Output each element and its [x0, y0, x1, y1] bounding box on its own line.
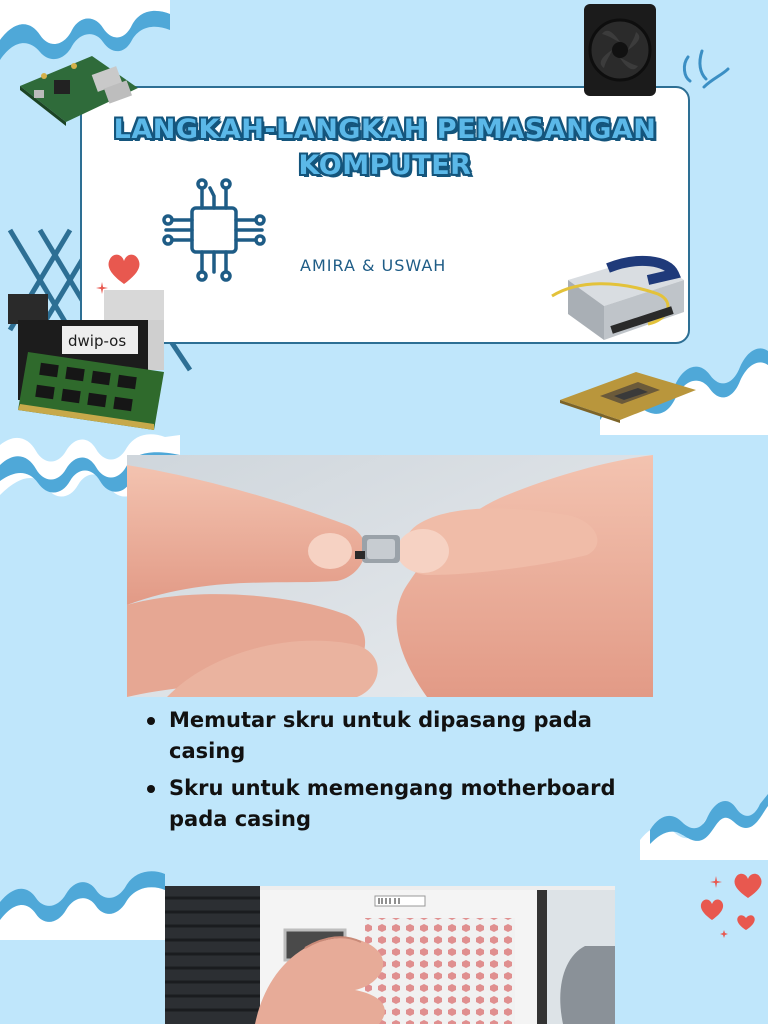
optical-drive-image: [548, 250, 688, 345]
ram-label: dwip-os: [68, 332, 127, 350]
chip-icon: [152, 174, 276, 286]
list-item: Skru untuk memengang motherboard pada casing: [145, 773, 645, 835]
cooling-fan-image: [582, 0, 658, 98]
cpu-image: [556, 366, 700, 424]
steps-list: [145, 705, 645, 841]
hearts-cluster-icon: [696, 868, 766, 938]
authors-label: AMIRA & USWAH: [300, 256, 447, 275]
photo-pc-case: [165, 886, 615, 1024]
heart-icon: [106, 252, 142, 286]
list-item: Memutar skru untuk dipasang pada casing: [145, 705, 645, 767]
computer-case-image: [4, 290, 174, 430]
pc-case-photo: [165, 886, 615, 1024]
wave-right-low: [640, 770, 768, 860]
photo-screwing-hands: [127, 455, 653, 697]
title-line-2: KOMPUTER: [298, 150, 472, 181]
hands-screw-photo: [127, 455, 653, 697]
title-line-1: LANGKAH-LANGKAH PEMASANGAN: [113, 114, 657, 145]
circuit-board-image: [14, 48, 144, 128]
wave-bottom-left: [0, 860, 165, 940]
